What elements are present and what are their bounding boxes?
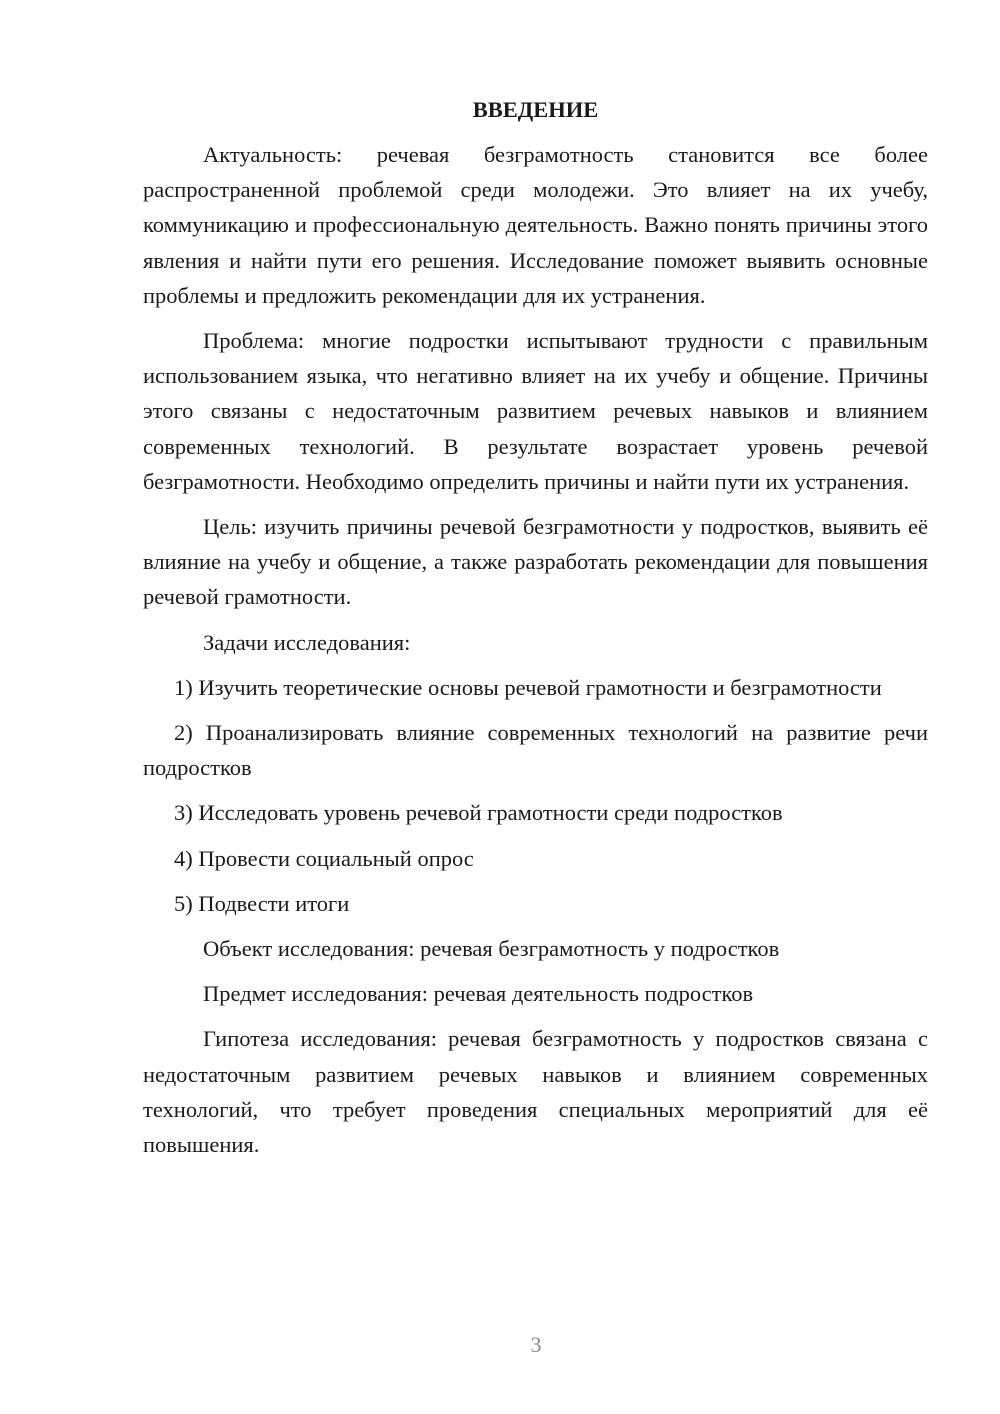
task-item-4: 4) Провести социальный опрос	[174, 845, 474, 871]
task-item-5: 5) Подвести итоги	[174, 890, 350, 916]
goal-paragraph: Цель: изучить причины речевой безграмотности у подростков, выявить её влияние на учебу и общение, а также разработать рекомендации для повышения речевой грамотности.	[143, 514, 928, 610]
relevance-paragraph: Актуальность: речевая безграмотность становится все более распространенной проблемой среди молодежи. Это влияет на их учебу, коммуникацию и профессиональную деятельность. Важно понять причины этого явления и найти пути его решения. Исследование поможет выявить основные проблемы и предложить рекомендации для их устранения.	[143, 142, 928, 308]
page-content	[143, 92, 928, 1172]
page-number: 3	[530, 1332, 542, 1357]
task-item-3: 3) Исследовать уровень речевой грамотности среди подростков	[174, 800, 783, 826]
task-item-1: 1) Изучить теоретические основы речевой грамотности и безграмотности	[174, 674, 882, 700]
subject-paragraph: Предмет исследования: речевая деятельность подростков	[203, 981, 754, 1007]
section-heading: ВВЕДЕНИЕ	[472, 97, 599, 122]
tasks-intro: Задачи исследования:	[203, 629, 411, 655]
problem-paragraph: Проблема: многие подростки испытывают трудности с правильным использованием языка, что негативно влияет на их учебу и общение. Причины этого связаны с недостаточным развитием речевых навыков и влиянием современных технологий. В результате возрастает уровень речевой безграмотности. Необходимо определить причины и найти пути их устранения.	[143, 328, 928, 494]
hypothesis-paragraph: Гипотеза исследования: речевая безграмотность у подростков связана с недостаточным развитием речевых навыков и влиянием современных технологий, что требует проведения специальных мероприятий для её повышения.	[143, 1026, 928, 1158]
object-paragraph: Объект исследования: речевая безграмотность у подростков	[203, 936, 780, 962]
task-item-2: 2) Проанализировать влияние современных технологий на развитие речи подростков	[143, 720, 928, 781]
